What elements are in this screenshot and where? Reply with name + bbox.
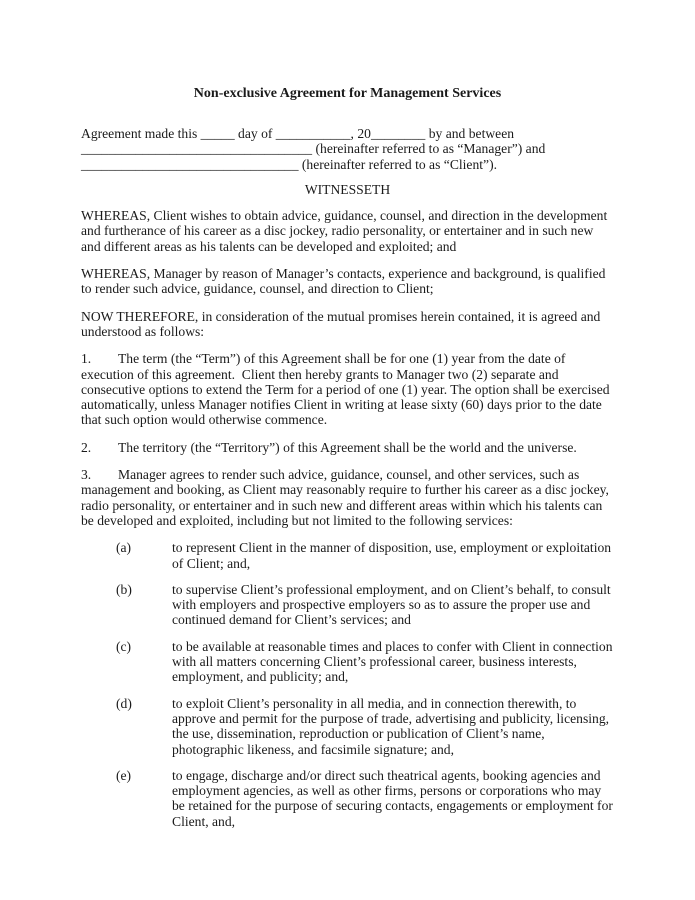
intro-paragraph	[81, 126, 614, 172]
subclause-c-label: (c)	[116, 638, 132, 654]
clause-2-text: The territory (the “Territory”) of this Agreement shall be the world and the universe.	[118, 439, 577, 455]
subclause-a-label: (a)	[116, 540, 132, 556]
recital-whereas-client: WHEREAS, Client wishes to obtain advice, guidance, counsel, and direction in the development and furtherance of his career as a disc jockey, radio personality, or entertainer and in such new and different areas as his talents can be developed and exploited; and	[81, 208, 611, 254]
subclause-a-text: to represent Client in the manner of disposition, use, employment or exploitation of Client; and,	[172, 540, 615, 571]
subclause-b-text: to supervise Client’s professional employment, and on Client’s behalf, to consult with employers and prospective employers so as to assure the proper use and continued demand for Client’s services; and	[172, 581, 615, 628]
subclause-e	[116, 767, 617, 829]
intro-line-client-blank: ________________________________ (hereinafter referred to as “Client”).	[81, 156, 498, 172]
clause-3-services	[81, 467, 614, 528]
document-title: Non-exclusive Agreement for Management Services	[193, 86, 502, 101]
clause-2-number: 2.	[81, 439, 92, 455]
clause-3-number: 3.	[81, 467, 92, 483]
clause-2-territory	[81, 440, 614, 455]
intro-line-manager-blank: __________________________________ (hereinafter referred to as “Manager”) and	[81, 141, 546, 157]
clause-1-text: The term (the “Term”) of this Agreement shall be for one (1) year from the date of execution of this agreement. Client then hereby grants to Manager two (2) separate and consecutive options to extend the Term for a period of one (1) year. The option shall be exercised automatically, unless Manager notifies Client in writing at lease sixty (60) days prior to the date that such option would otherwise commence.	[81, 351, 613, 428]
subclause-c-text: to be available at reasonable times and places to confer with Client in connection with all matters concerning Client’s professional career, business interests, employment, and publicity; and,	[172, 638, 616, 685]
clause-1-number: 1.	[81, 351, 92, 367]
subclause-b	[116, 582, 614, 628]
subclause-e-text: to engage, discharge and/or direct such theatrical agents, booking agencies and employment agencies, as well as other firms, persons or corporations who may be retained for the purpose of securing contacts, engagements or employment for Client, and,	[172, 767, 617, 829]
subclause-d-label: (d)	[116, 695, 132, 711]
subclause-c	[116, 639, 614, 685]
recital-now-therefore: NOW THEREFORE, in consideration of the mutual promises herein contained, it is agreed and understood as follows:	[81, 308, 604, 339]
subclause-d	[116, 696, 614, 757]
witnesseth-heading: WITNESSETH	[304, 181, 391, 197]
intro-line-date: Agreement made this _____ day of ___________, 20________ by and between	[81, 126, 515, 141]
recital-whereas-manager: WHEREAS, Manager by reason of Manager’s contacts, experience and background, is qualified to render such advice, guidance, counsel, and direction to Client;	[81, 266, 609, 297]
subclause-a	[116, 540, 614, 571]
clause-3-text: Manager agrees to render such advice, guidance, counsel, and other services, such as management and booking, as Client may reasonably require to further his career as a disc jockey, radio personality, or entertainer and in such new and different areas within which his talents can be developed and exploited, including but not limited to the following services:	[81, 467, 613, 528]
subclause-d-text: to exploit Client’s personality in all media, and in connection therewith, to approve and permit for the purpose of trade, advertising and publicity, licensing, the use, dissemination, reproduction or publication of Client’s name, photographic likeness, and facsimile signature; and,	[172, 695, 613, 757]
subclause-e-label: (e)	[116, 767, 132, 783]
clause-1-term	[81, 351, 614, 427]
subclause-b-label: (b)	[116, 581, 132, 597]
